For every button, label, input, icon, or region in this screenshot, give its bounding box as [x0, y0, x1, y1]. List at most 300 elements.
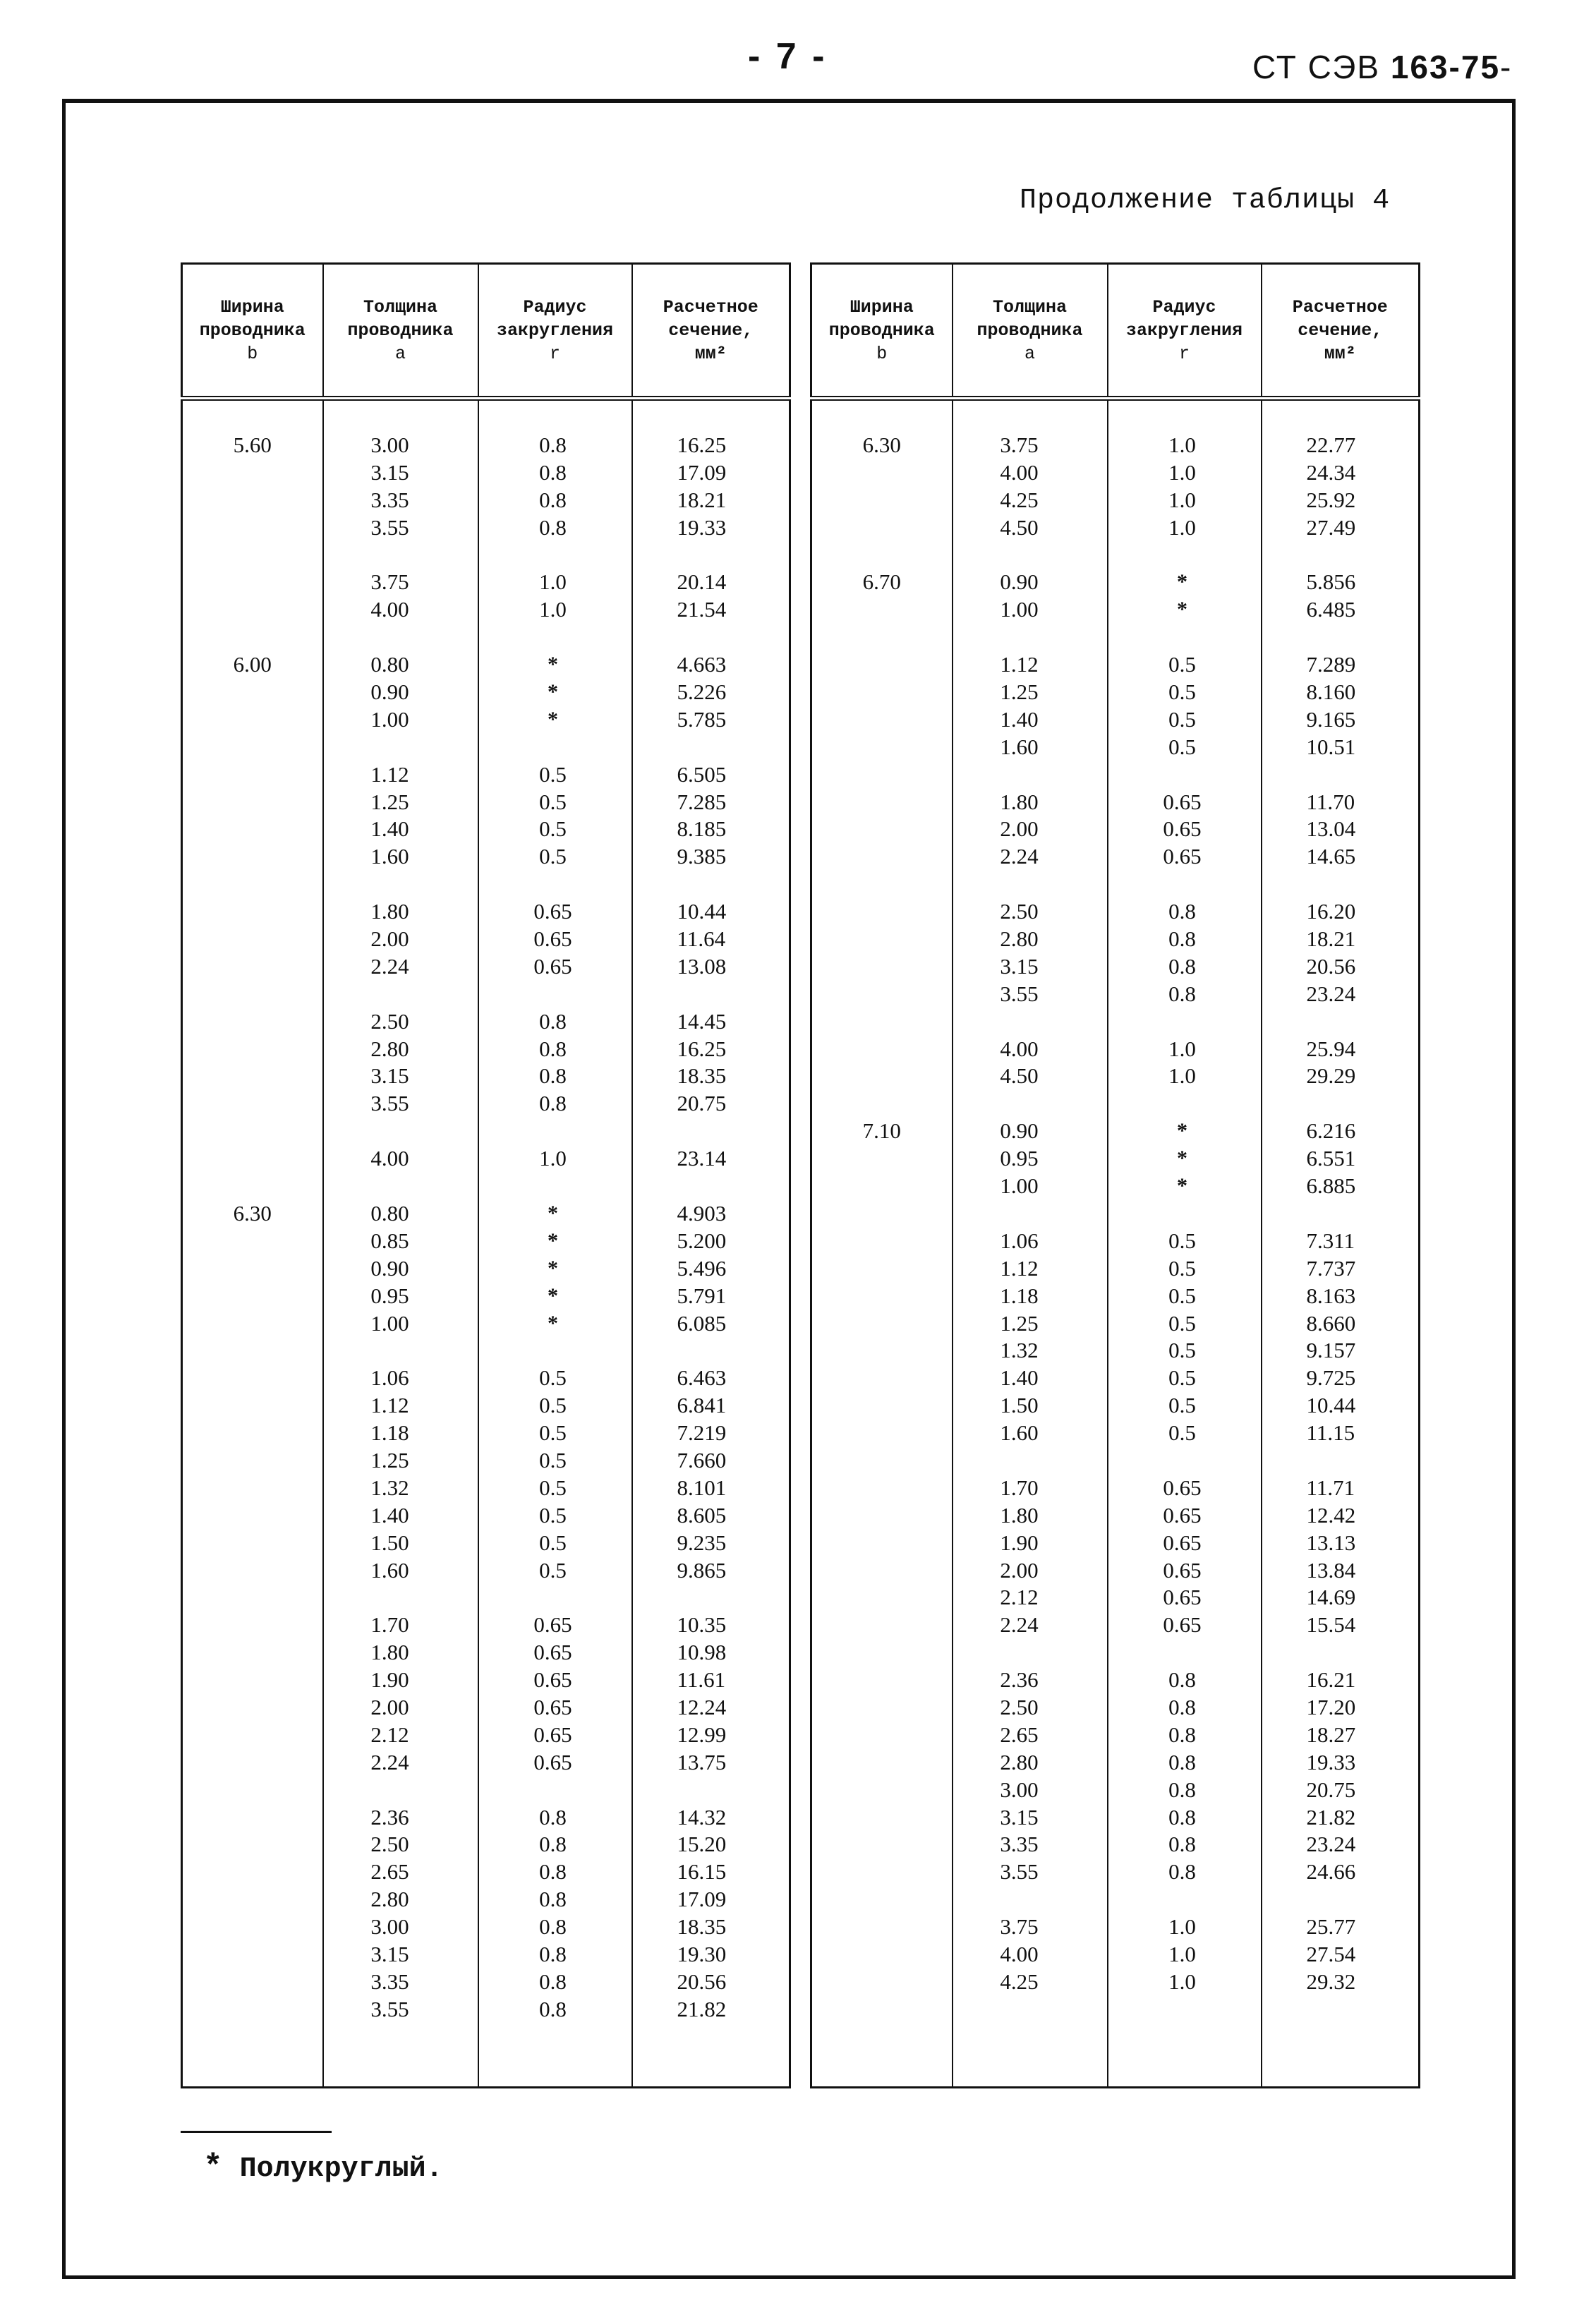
thickness-value: 1.80 — [370, 1640, 409, 1665]
radius-value — [480, 981, 631, 1008]
section-value: 15.20 — [677, 1832, 727, 1857]
radius-value: 0.8 — [1168, 1667, 1196, 1693]
section-value: 18.21 — [677, 487, 727, 512]
thickness-value: 4.00 — [1000, 1941, 1039, 1966]
width-value — [183, 734, 322, 761]
conductor-table-left — [181, 262, 791, 2088]
section-value: 13.04 — [1306, 816, 1356, 842]
header-width: Ширина проводника b — [182, 264, 323, 399]
section-value: 16.25 — [677, 433, 727, 457]
thickness-value: 2.36 — [1000, 1667, 1039, 1693]
thickness-value: 3.15 — [370, 1063, 409, 1089]
thickness-value: 1.18 — [1000, 1283, 1039, 1308]
thickness-value: 4.50 — [1000, 514, 1039, 540]
radius-value: 0.8 — [1168, 953, 1196, 979]
radius-value — [1109, 1200, 1260, 1228]
section-value: 6.485 — [1306, 597, 1356, 622]
radius-value: 0.5 — [1168, 652, 1196, 677]
radius-value: * — [548, 707, 558, 731]
thickness-value: 1.25 — [1000, 1310, 1039, 1336]
width-value — [813, 596, 951, 624]
radius-value — [1109, 761, 1260, 789]
width-value — [183, 706, 322, 734]
radius-value: 0.65 — [533, 1749, 572, 1774]
radius-value: 0.8 — [1168, 1694, 1196, 1719]
radius-value: 0.65 — [533, 1640, 572, 1665]
width-value — [813, 1063, 951, 1090]
width-value — [183, 679, 322, 706]
radius-value: 0.5 — [539, 1365, 567, 1391]
thickness-value: 2.50 — [370, 1832, 409, 1857]
thickness-value: 2.80 — [370, 1036, 409, 1061]
section-value: 27.54 — [1306, 1941, 1356, 1966]
section-value: 14.32 — [677, 1804, 727, 1830]
width-value — [183, 871, 322, 898]
radius-value: 0.5 — [1168, 706, 1196, 732]
width-value — [183, 1722, 322, 1749]
radius-value — [1109, 1639, 1260, 1667]
section-value: 18.35 — [677, 1914, 727, 1940]
radius-value: * — [548, 1201, 558, 1225]
radius-value: 1.0 — [1168, 433, 1196, 457]
radius-value: 0.8 — [1168, 1832, 1196, 1857]
section-value — [1263, 871, 1418, 898]
width-value — [813, 679, 951, 706]
thickness-value: 2.80 — [1000, 1749, 1039, 1774]
radius-value: 0.5 — [1168, 734, 1196, 759]
section-value: 6.885 — [1306, 1173, 1356, 1199]
doc-code-suffix: - — [1500, 49, 1513, 85]
radius-value — [480, 1337, 631, 1365]
width-value — [813, 514, 951, 542]
thickness-value: 1.12 — [1000, 1255, 1039, 1281]
section-value: 4.663 — [677, 652, 727, 677]
section-value: 10.44 — [677, 899, 727, 924]
section-value: 11.70 — [1306, 789, 1355, 814]
page-number: - 7 - — [748, 36, 828, 77]
width-value — [813, 1502, 951, 1530]
width-value — [183, 1063, 322, 1090]
width-value — [183, 1694, 322, 1722]
thickness-value: 3.75 — [1000, 1914, 1039, 1940]
section-value: 12.24 — [677, 1694, 727, 1719]
width-value — [813, 1337, 951, 1365]
width-value — [813, 898, 951, 926]
header-radius: Радиус закругления r — [478, 264, 632, 399]
radius-value: 0.5 — [1168, 1420, 1196, 1446]
width-value — [183, 816, 322, 843]
radius-value: * — [1177, 570, 1187, 594]
thickness-value: 0.85 — [370, 1228, 409, 1253]
radius-value — [1109, 542, 1260, 569]
radius-value: 0.8 — [539, 1063, 567, 1089]
thickness-value: 1.70 — [1000, 1475, 1039, 1500]
thickness-value: 4.25 — [1000, 1969, 1039, 1994]
section-value: 20.75 — [1306, 1777, 1356, 1802]
section-value: 7.219 — [677, 1420, 727, 1446]
thickness-value: 4.25 — [1000, 487, 1039, 512]
radius-value: 1.0 — [539, 569, 567, 595]
section-value: 16.15 — [677, 1859, 727, 1885]
section-value: 23.14 — [677, 1146, 727, 1171]
width-value — [183, 761, 322, 789]
radius-value: 0.65 — [1163, 1612, 1202, 1638]
radius-value: 0.5 — [539, 844, 567, 869]
width-value — [813, 1420, 951, 1447]
section-value: 17.09 — [677, 1887, 727, 1912]
radius-value: 0.8 — [539, 487, 567, 512]
thickness-value — [325, 542, 477, 569]
section-value: 16.20 — [1306, 899, 1356, 924]
radius-value: 0.65 — [1163, 1502, 1202, 1528]
thickness-value: 2.65 — [370, 1859, 409, 1885]
width-value — [183, 1255, 322, 1283]
section-value: 6.085 — [677, 1310, 727, 1336]
width-value — [813, 542, 951, 569]
radius-value: 0.5 — [539, 816, 567, 842]
thickness-value — [325, 871, 477, 898]
width-value — [183, 1913, 322, 1941]
width-value — [183, 789, 322, 816]
radius-value: 1.0 — [539, 597, 567, 622]
section-value — [634, 1337, 789, 1365]
width-value — [183, 1639, 322, 1667]
column-radius-values — [478, 399, 632, 2088]
section-value: 5.226 — [677, 679, 727, 705]
section-value: 18.21 — [1306, 926, 1356, 952]
footnote-mark: * — [203, 2149, 223, 2186]
radius-value: * — [548, 653, 558, 677]
thickness-value — [325, 1118, 477, 1145]
width-value — [183, 1420, 322, 1447]
thickness-value — [325, 981, 477, 1008]
section-value — [634, 1777, 789, 1804]
thickness-value: 1.80 — [370, 899, 409, 924]
width-value — [813, 1255, 951, 1283]
thickness-value — [954, 624, 1106, 651]
header-radius: Радиус закругления r — [1108, 264, 1262, 399]
radius-value — [480, 624, 631, 651]
footnote — [203, 2149, 443, 2186]
radius-value: 0.8 — [539, 1996, 567, 2021]
radius-value: 0.5 — [539, 1475, 567, 1500]
radius-value: 0.8 — [539, 459, 567, 485]
radius-value: 0.8 — [1168, 1749, 1196, 1774]
section-value — [1263, 761, 1418, 789]
section-value: 6.463 — [677, 1365, 727, 1391]
section-value: 5.200 — [677, 1228, 727, 1253]
section-value: 25.94 — [1306, 1036, 1356, 1061]
section-value — [634, 1118, 789, 1145]
thickness-value: 3.15 — [370, 1941, 409, 1966]
radius-value: 0.8 — [539, 1969, 567, 1994]
column-width-values — [182, 399, 323, 2088]
width-value: 6.30 — [233, 1200, 272, 1226]
thickness-value: 1.25 — [370, 1447, 409, 1473]
width-value — [183, 1337, 322, 1365]
section-value: 8.160 — [1306, 679, 1356, 705]
radius-value — [480, 1173, 631, 1200]
thickness-value: 1.80 — [1000, 1502, 1039, 1528]
section-value: 13.84 — [1306, 1557, 1356, 1583]
width-value — [813, 651, 951, 679]
thickness-value: 0.90 — [370, 679, 409, 705]
thickness-value: 3.35 — [370, 1969, 409, 1994]
radius-value: 0.65 — [533, 1722, 572, 1747]
width-value — [183, 898, 322, 926]
section-value: 4.903 — [677, 1200, 727, 1226]
radius-value: 0.8 — [1168, 926, 1196, 952]
section-value — [634, 981, 789, 1008]
section-value: 8.605 — [677, 1502, 727, 1528]
width-value — [183, 1530, 322, 1557]
radius-value: 1.0 — [1168, 1914, 1196, 1940]
section-value: 9.385 — [677, 844, 727, 869]
thickness-value: 4.00 — [370, 1146, 409, 1171]
width-value — [183, 1584, 322, 1612]
section-value: 7.660 — [677, 1447, 727, 1473]
width-value — [183, 1886, 322, 1913]
width-value — [183, 1036, 322, 1063]
section-value: 14.69 — [1306, 1585, 1356, 1610]
width-value — [183, 1996, 322, 2024]
radius-value: * — [548, 1228, 558, 1252]
radius-value: 0.8 — [1168, 899, 1196, 924]
section-value: 11.61 — [677, 1667, 726, 1693]
width-value — [183, 1447, 322, 1475]
section-value: 10.98 — [677, 1640, 727, 1665]
width-value — [813, 871, 951, 898]
width-value — [813, 1858, 951, 1886]
width-value — [813, 1749, 951, 1777]
section-value: 5.496 — [677, 1255, 727, 1281]
width-value — [813, 1036, 951, 1063]
width-value — [183, 569, 322, 596]
radius-value: 0.65 — [533, 1612, 572, 1638]
thickness-value: 1.18 — [370, 1420, 409, 1446]
section-value: 7.737 — [1306, 1255, 1356, 1281]
radius-value: 1.0 — [1168, 1036, 1196, 1061]
section-value: 7.285 — [677, 789, 727, 814]
width-value — [183, 926, 322, 953]
radius-value — [1109, 1886, 1260, 1913]
thickness-value: 4.00 — [1000, 459, 1039, 485]
width-value — [813, 816, 951, 843]
width-value — [813, 761, 951, 789]
width-value — [813, 981, 951, 1008]
section-value: 27.49 — [1306, 514, 1356, 540]
section-value: 20.56 — [677, 1969, 727, 1994]
width-value — [183, 1941, 322, 1969]
width-value — [183, 981, 322, 1008]
section-value — [1263, 1886, 1418, 1913]
width-value — [183, 1831, 322, 1858]
width-value — [813, 459, 951, 487]
radius-value: 0.5 — [1168, 1365, 1196, 1391]
width-value — [183, 1612, 322, 1639]
radius-value: 0.65 — [1163, 1585, 1202, 1610]
section-value — [1263, 542, 1418, 569]
section-value: 6.216 — [1306, 1118, 1356, 1144]
section-value: 11.71 — [1306, 1475, 1355, 1500]
radius-value: 0.5 — [539, 1420, 567, 1446]
width-value — [813, 1969, 951, 1996]
thickness-value: 1.12 — [370, 1393, 409, 1418]
thickness-value: 1.60 — [1000, 734, 1039, 759]
radius-value — [480, 1777, 631, 1804]
thickness-value — [325, 1584, 477, 1612]
section-value: 19.30 — [677, 1941, 727, 1966]
thickness-value — [954, 871, 1106, 898]
radius-value: 0.5 — [539, 1393, 567, 1418]
thickness-value: 3.00 — [370, 433, 409, 457]
radius-value — [1109, 1008, 1260, 1036]
thickness-value: 1.60 — [370, 1557, 409, 1583]
thickness-value: 1.06 — [370, 1365, 409, 1391]
width-value — [813, 1639, 951, 1667]
radius-value: 0.8 — [539, 1887, 567, 1912]
thickness-value: 2.24 — [1000, 1612, 1039, 1638]
thickness-value: 3.35 — [370, 487, 409, 512]
radius-value: 0.8 — [539, 1036, 567, 1061]
section-value — [634, 734, 789, 761]
radius-value: 1.0 — [1168, 487, 1196, 512]
conductor-table-right — [810, 262, 1420, 2088]
section-value: 5.791 — [677, 1283, 727, 1308]
section-value: 18.35 — [677, 1063, 727, 1089]
width-value — [813, 734, 951, 761]
radius-value: * — [548, 1283, 558, 1307]
section-value — [1263, 1090, 1418, 1118]
thickness-value — [325, 1777, 477, 1804]
thickness-value: 3.15 — [1000, 953, 1039, 979]
radius-value: * — [548, 1311, 558, 1335]
section-value: 14.45 — [677, 1008, 727, 1034]
radius-value: 0.65 — [533, 1694, 572, 1719]
section-value: 16.25 — [677, 1036, 727, 1061]
section-value: 10.35 — [677, 1612, 727, 1638]
width-value — [813, 1612, 951, 1639]
width-value — [183, 1008, 322, 1036]
width-value — [813, 1392, 951, 1420]
radius-value: 0.8 — [1168, 981, 1196, 1006]
column-section-values — [632, 399, 790, 2088]
radius-value: 0.65 — [1163, 1475, 1202, 1500]
thickness-value: 3.35 — [1000, 1832, 1039, 1857]
section-value: 6.841 — [677, 1393, 727, 1418]
thickness-value: 0.95 — [370, 1283, 409, 1308]
radius-value: 0.65 — [533, 1667, 572, 1693]
width-value — [813, 1173, 951, 1200]
section-value: 6.551 — [1306, 1146, 1356, 1171]
thickness-value: 2.00 — [1000, 816, 1039, 842]
radius-value: 0.5 — [539, 1530, 567, 1555]
width-value — [183, 1969, 322, 1996]
radius-value: 0.8 — [539, 1091, 567, 1116]
width-value — [813, 1584, 951, 1612]
width-value — [813, 953, 951, 981]
thickness-value — [954, 1090, 1106, 1118]
column-section-values — [1262, 399, 1420, 2088]
section-value: 8.163 — [1306, 1283, 1356, 1308]
width-value — [183, 624, 322, 651]
thickness-value: 2.24 — [370, 1749, 409, 1774]
width-value — [813, 1804, 951, 1832]
thickness-value: 1.40 — [370, 816, 409, 842]
thickness-value — [325, 1173, 477, 1200]
thickness-value — [954, 1447, 1106, 1475]
radius-value: 0.5 — [1168, 1393, 1196, 1418]
thickness-value: 4.00 — [370, 597, 409, 622]
thickness-value: 1.32 — [370, 1475, 409, 1500]
thickness-value: 2.50 — [1000, 899, 1039, 924]
width-value — [813, 1365, 951, 1392]
width-value — [183, 1228, 322, 1255]
width-value: 5.60 — [233, 433, 272, 457]
radius-value: 1.0 — [1168, 1063, 1196, 1089]
column-thickness-values — [323, 399, 478, 2088]
width-value — [813, 1886, 951, 1913]
radius-value: 0.65 — [533, 899, 572, 924]
section-value: 20.75 — [677, 1091, 727, 1116]
width-value — [183, 953, 322, 981]
width-value: 6.70 — [862, 569, 901, 595]
radius-value: 0.5 — [1168, 679, 1196, 705]
width-value — [183, 1365, 322, 1392]
thickness-value: 1.80 — [1000, 789, 1039, 814]
section-value: 7.311 — [1306, 1228, 1355, 1253]
width-value — [183, 1310, 322, 1338]
doc-code-number: 163-75 — [1390, 49, 1501, 85]
width-value — [813, 1090, 951, 1118]
thickness-value: 4.50 — [1000, 1063, 1039, 1089]
radius-value: 0.8 — [539, 1859, 567, 1885]
thickness-value: 2.36 — [370, 1804, 409, 1830]
section-value: 12.99 — [677, 1722, 727, 1747]
radius-value: 0.65 — [533, 953, 572, 979]
thickness-value: 1.50 — [1000, 1393, 1039, 1418]
radius-value — [480, 542, 631, 569]
section-value: 21.54 — [677, 597, 727, 622]
thickness-value: 1.25 — [370, 789, 409, 814]
thickness-value: 2.00 — [1000, 1557, 1039, 1583]
thickness-value: 1.12 — [1000, 652, 1039, 677]
width-value — [183, 596, 322, 624]
section-value: 20.14 — [677, 569, 727, 595]
thickness-value: 0.90 — [1000, 1118, 1039, 1144]
radius-value: 0.5 — [1168, 1338, 1196, 1363]
width-value — [813, 789, 951, 816]
radius-value: 0.65 — [1163, 1557, 1202, 1583]
thickness-value: 1.25 — [1000, 679, 1039, 705]
thickness-value: 3.15 — [1000, 1804, 1039, 1830]
section-value — [1263, 1447, 1418, 1475]
section-value: 9.157 — [1306, 1338, 1356, 1363]
width-value: 7.10 — [862, 1118, 901, 1144]
radius-value: * — [1177, 598, 1187, 622]
table-caption: Продолжение таблицы 4 — [1020, 185, 1391, 217]
section-value: 19.33 — [677, 514, 727, 540]
radius-value: 1.0 — [1168, 459, 1196, 485]
thickness-value — [954, 542, 1106, 569]
radius-value — [1109, 624, 1260, 651]
section-value: 25.77 — [1306, 1914, 1356, 1940]
thickness-value: 3.55 — [1000, 1859, 1039, 1885]
thickness-value: 0.90 — [1000, 569, 1039, 595]
section-value: 22.77 — [1306, 433, 1356, 457]
radius-value: 0.8 — [539, 514, 567, 540]
thickness-value: 3.00 — [1000, 1777, 1039, 1802]
